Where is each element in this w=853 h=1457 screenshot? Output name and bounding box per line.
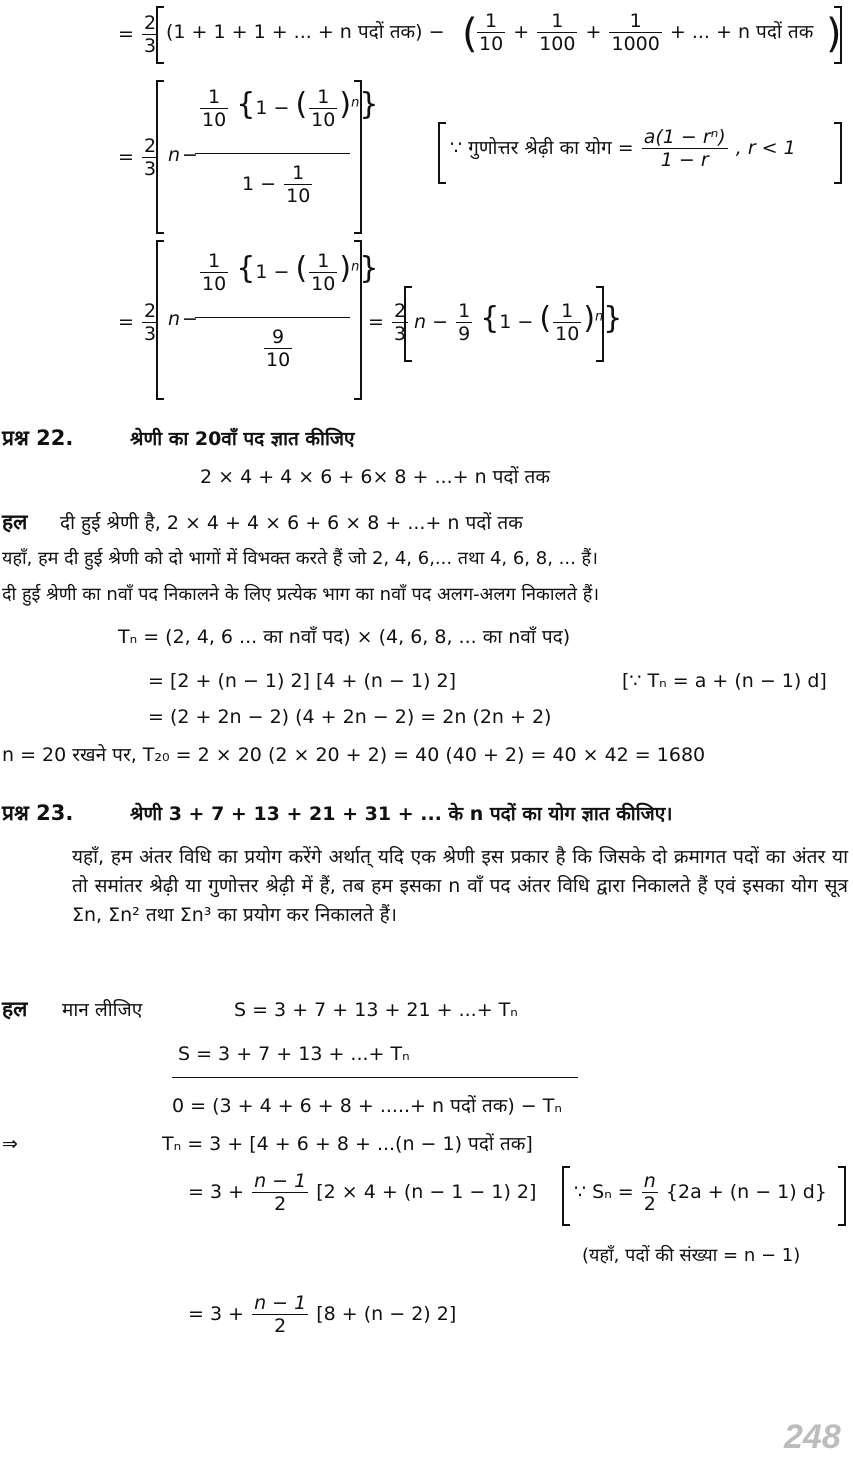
eq3-rhs: = $\frac{2}{3}$	[368, 300, 407, 345]
question-23-title: श्रेणी 3 + 7 + 13 + 21 + 31 + ... के n पदों का योग ज्ञात कीजिए।	[130, 803, 673, 825]
eq2-n: n	[168, 144, 181, 166]
fraction: $\frac{1}{100}$	[539, 10, 576, 55]
fraction: $\frac{n}{2}$	[643, 1170, 656, 1215]
fraction: $\frac{\text{a(1 − rⁿ)}}{1 - r}$	[643, 126, 726, 171]
tn-line: Tₙ = (2, 4, 6 ... का nवाँ पद) × (4, 6, 8, ... का nवाँ पद)	[118, 626, 571, 648]
eq1-line: = $\frac{2}{3}$	[118, 12, 157, 57]
eq1-paren-group: (	[462, 11, 478, 57]
eq2-dash: −	[182, 144, 198, 166]
subtraction-rule	[172, 1077, 578, 1078]
eq2-numerator: $\frac{1}{10}$ {1 − ( $\frac{1}{10}$ )$^n$}	[202, 86, 379, 131]
question-22-series: 2 × 4 + 4 × 6 + 6× 8 + ...+ n पदों तक	[200, 466, 550, 488]
text-line: दी हुई श्रेणी का nवाँ पद निकालने के लिए प्रत्येक भाग का nवाँ पद अलग-अलग निकालते हैं।	[2, 584, 600, 605]
implies-symbol: ⇒	[2, 1133, 18, 1155]
bracket-left	[156, 240, 164, 400]
fraction: $\frac{1}{10}$	[311, 86, 336, 131]
fraction: $\frac{1}{10}$	[202, 86, 227, 131]
text-line: यहाँ, हम दी हुई श्रेणी को दो भागों में विभक्त करते हैं जो 2, 4, 6,... तथा 4, 6, 8, ... हैं।	[2, 548, 598, 569]
fraction: $\frac{1}{1000}$	[611, 10, 660, 55]
fraction-bar	[195, 317, 350, 318]
fraction: $\frac{9}{10}$	[266, 326, 291, 371]
fraction: $\frac{1}{9}$	[458, 300, 471, 345]
page-number: 248	[784, 1418, 841, 1456]
note-bracket-right	[838, 1166, 846, 1226]
sum-line: 0 = (3 + 4 + 6 + 8 + .....+ n पदों तक) − Tₙ	[172, 1095, 562, 1117]
question-22-label: प्रश्न 22.	[2, 426, 74, 450]
question-23-label: प्रश्न 23.	[2, 801, 74, 825]
tn-line: = 3 + $\frac{n - 1}{2}$ [8 + (n − 2) 2]	[188, 1292, 457, 1337]
fraction: $\frac{1}{10}$	[311, 250, 336, 295]
sn-note: ∵ Sₙ = $\frac{n}{2}$ {2a + (n − 1) d}	[574, 1170, 827, 1215]
fraction: $\frac{2}{3}$	[143, 12, 157, 57]
fraction: $\frac{n - 1}{2}$	[254, 1170, 307, 1215]
eq3-n: n	[168, 308, 181, 330]
count-note: (यहाँ, पदों की संख्या = n − 1)	[582, 1245, 801, 1266]
bracket-right	[596, 286, 604, 362]
fraction: $\frac{2}{3}$	[393, 300, 407, 345]
note-bracket-right	[834, 122, 842, 184]
bracket-right	[354, 80, 362, 234]
bracket-left	[156, 6, 164, 64]
bracket-left	[404, 286, 412, 362]
solution-lead: मान लीजिए	[62, 999, 143, 1021]
fraction: $\frac{1}{10}$	[479, 10, 504, 55]
solution-label: हल	[2, 997, 28, 1021]
eq3-denominator	[262, 326, 294, 371]
eq3-numerator: $\frac{1}{10}$ {1 − ( $\frac{1}{10}$ )$^n$}	[202, 250, 379, 295]
eq3-dash: −	[182, 308, 198, 330]
fraction: $\frac{2}{3}$	[143, 135, 157, 180]
eq1-paren-close: )	[826, 11, 842, 57]
question-22-title: श्रेणी का 20वाँ पद ज्ञात कीजिए	[130, 428, 355, 450]
note-bracket-left	[562, 1166, 570, 1226]
eq2-denominator: 1 − $\frac{1}{10}$	[242, 162, 311, 207]
fraction: $\frac{1}{10}$	[202, 250, 227, 295]
tn-note: [∵ Tₙ = a + (n − 1) d]	[622, 670, 827, 692]
bracket-right	[354, 240, 362, 400]
fraction: $\frac{1}{10}$	[286, 162, 311, 207]
eq1-fractions: $\frac{1}{10}$ + $\frac{1}{100}$ + $\frac{1}{1000}$ + ... + n पदों तक	[479, 10, 814, 55]
solution-line: दी हुई श्रेणी है, 2 × 4 + 4 × 6 + 6 × 8 + ...+ n पदों तक	[60, 512, 523, 534]
fraction: $\frac{2}{3}$	[143, 300, 157, 345]
method-paragraph: यहाँ, हम अंतर विधि का प्रयोग करेंगे अर्थात् यदि एक श्रेणी इस प्रकार है कि जिसके दो क्रमागत पदों का अंतर या तो समांतर श्रेढ़ी या गुणोत्तर श्रेढ़ी में हैं, तब हम इसका n वाँ पद अंतर विधि द्वारा निकालते हैं एवं इसका योग सूत्र Σn, Σn² तथा Σn³ का प्रयोग कर निकालते हैं।	[72, 846, 848, 926]
eq2-lead: = $\frac{2}{3}$	[118, 135, 157, 180]
tn-line: = 3 + $\frac{n - 1}{2}$ [2 × 4 + (n − 1 − 1) 2]	[188, 1170, 537, 1215]
eq3-rhs-body: n − $\frac{1}{9}$ {1 − ( $\frac{1}{10}$ )$^n$}	[414, 300, 623, 345]
fraction: $\frac{n - 1}{2}$	[254, 1292, 307, 1337]
eq2-note: ∵ गुणोत्तर श्रेढ़ी का योग = $\frac{\text{a(1 − rⁿ)}}{1 - r}$ , r < 1	[450, 126, 796, 171]
tn-line: Tₙ = 3 + [4 + 6 + 8 + ...(n − 1) पदों तक]	[162, 1133, 533, 1155]
bracket-right	[834, 6, 842, 64]
fraction-bar	[195, 153, 350, 154]
bracket-left	[156, 80, 164, 234]
sum-line: S = 3 + 7 + 13 + 21 + ...+ Tₙ	[234, 999, 518, 1021]
note-bracket-left	[438, 122, 446, 184]
eq1-expression: (1 + 1 + 1 + ... + n पदों तक) −	[166, 21, 445, 43]
solution-label: हल	[2, 510, 28, 534]
tn-line: = [2 + (n − 1) 2] [4 + (n − 1) 2]	[148, 670, 456, 692]
tn-line: = (2 + 2n − 2) (4 + 2n − 2) = 2n (2n + 2)	[148, 706, 552, 728]
fraction: $\frac{1}{10}$	[555, 300, 580, 345]
sum-line: S = 3 + 7 + 13 + ...+ Tₙ	[178, 1043, 410, 1065]
eq3-lead: = $\frac{2}{3}$	[118, 300, 157, 345]
tn-result: n = 20 रखने पर, T₂₀ = 2 × 20 (2 × 20 + 2) = 40 (40 + 2) = 40 × 42 = 1680	[2, 744, 706, 766]
